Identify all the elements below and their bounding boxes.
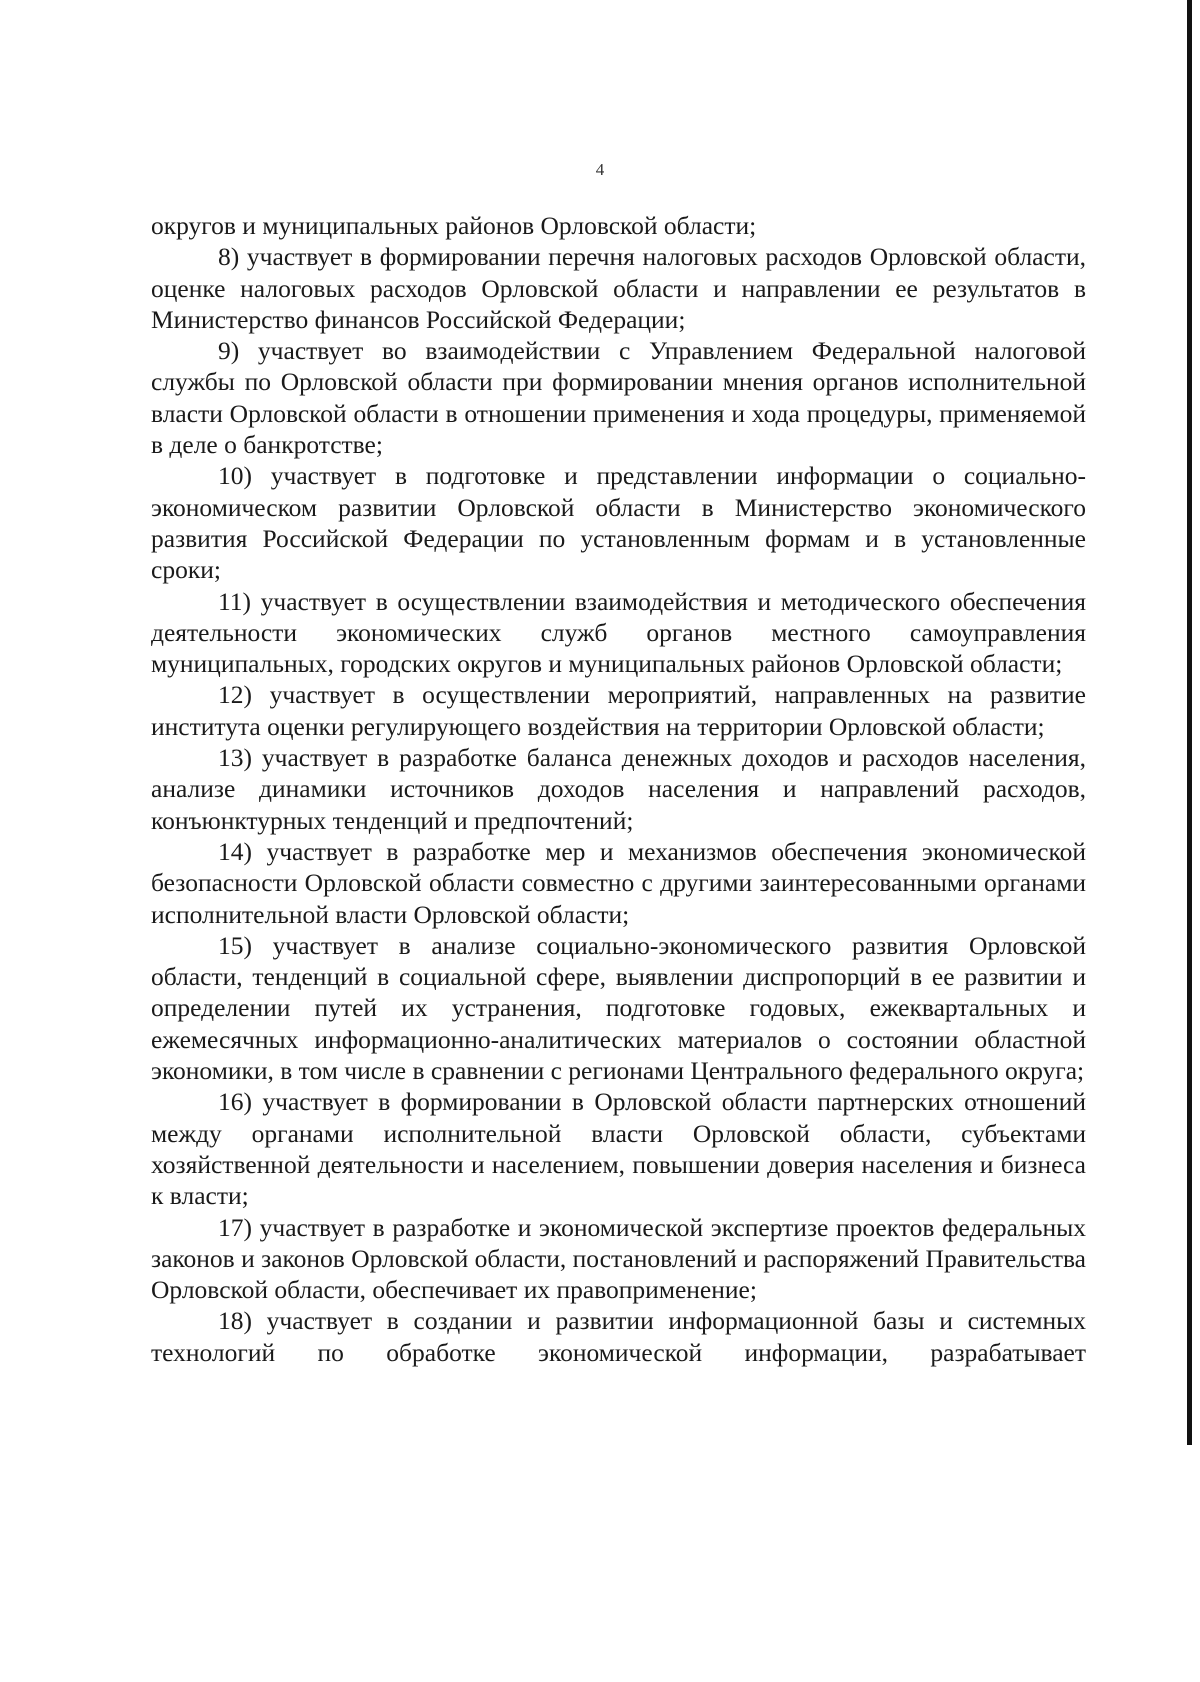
page-number: 4 [595,160,605,179]
paragraph-item-9: 9) участвует во взаимодействии с Управлением Федеральной налоговой службы по Орловской области при формировании мнения органов исполнительной власти Орловской области в отношении применения и хода процедуры, применяемой в деле о банкротстве; [151,336,1086,460]
paragraph-item-13: 13) участвует в разработке баланса денежных доходов и расходов населения, анализе динамики источников доходов населения и направлений расходов, конъюнктурных тенденций и предпочтений; [151,743,1086,835]
paragraph-item-11: 11) участвует в осуществлении взаимодействия и методического обеспечения деятельности экономических служб органов местного самоуправления муниципальных, городских округов и муниципальных районов Орловской области; [151,586,1086,679]
paragraph-item-18: 18) участвует в создании и развитии информационной базы и системных технологий по обработке экономической информации, разрабатывает [151,1306,1086,1367]
document-body [151,210,1086,1368]
paragraph-item-17: 17) участвует в разработке и экономической экспертизе проектов федеральных законов и законов Орловской области, постановлений и распоряжений Правительства Орловской области, обеспечивает их правоприменение; [151,1212,1086,1305]
scan-page-edge [1187,0,1192,1445]
paragraph-continuation: округов и муниципальных районов Орловской области; [151,211,757,240]
paragraph-item-16: 16) участвует в формировании в Орловской области партнерских отношений между органами исполнительной власти Орловской области, субъектами хозяйственной деятельности и населением, повышении доверия населения и бизнеса к власти; [151,1087,1086,1211]
paragraph-item-10: 10) участвует в подготовке и представлении информации о социально-экономическом развитии Орловской области в Министерство экономического развития Российской Федерации по установленным формам и в установленные сроки; [151,461,1086,585]
paragraph-item-8: 8) участвует в формировании перечня налоговых расходов Орловской области, оценке налоговых расходов Орловской области и направлении ее результатов в Министерство финансов Российской Федерации; [151,242,1086,334]
paragraph-item-15: 15) участвует в анализе социально-экономического развития Орловской области, тенденций в социальной сфере, выявлении диспропорций в ее развитии и определении путей их устранения, подготовке годовых, ежеквартальных и ежемесячных информационно-аналитических материалов о состоянии областной экономики, в том числе в сравнении с регионами Центрального федерального округа; [151,930,1086,1086]
paragraph-item-14: 14) участвует в разработке мер и механизмов обеспечения экономической безопасности Орловской области совместно с другими заинтересованными органами исполнительной власти Орловской области; [151,836,1086,929]
paragraph-item-12: 12) участвует в осуществлении мероприятий, направленных на развитие института оценки регулирующего воздействия на территории Орловской области; [151,680,1086,741]
